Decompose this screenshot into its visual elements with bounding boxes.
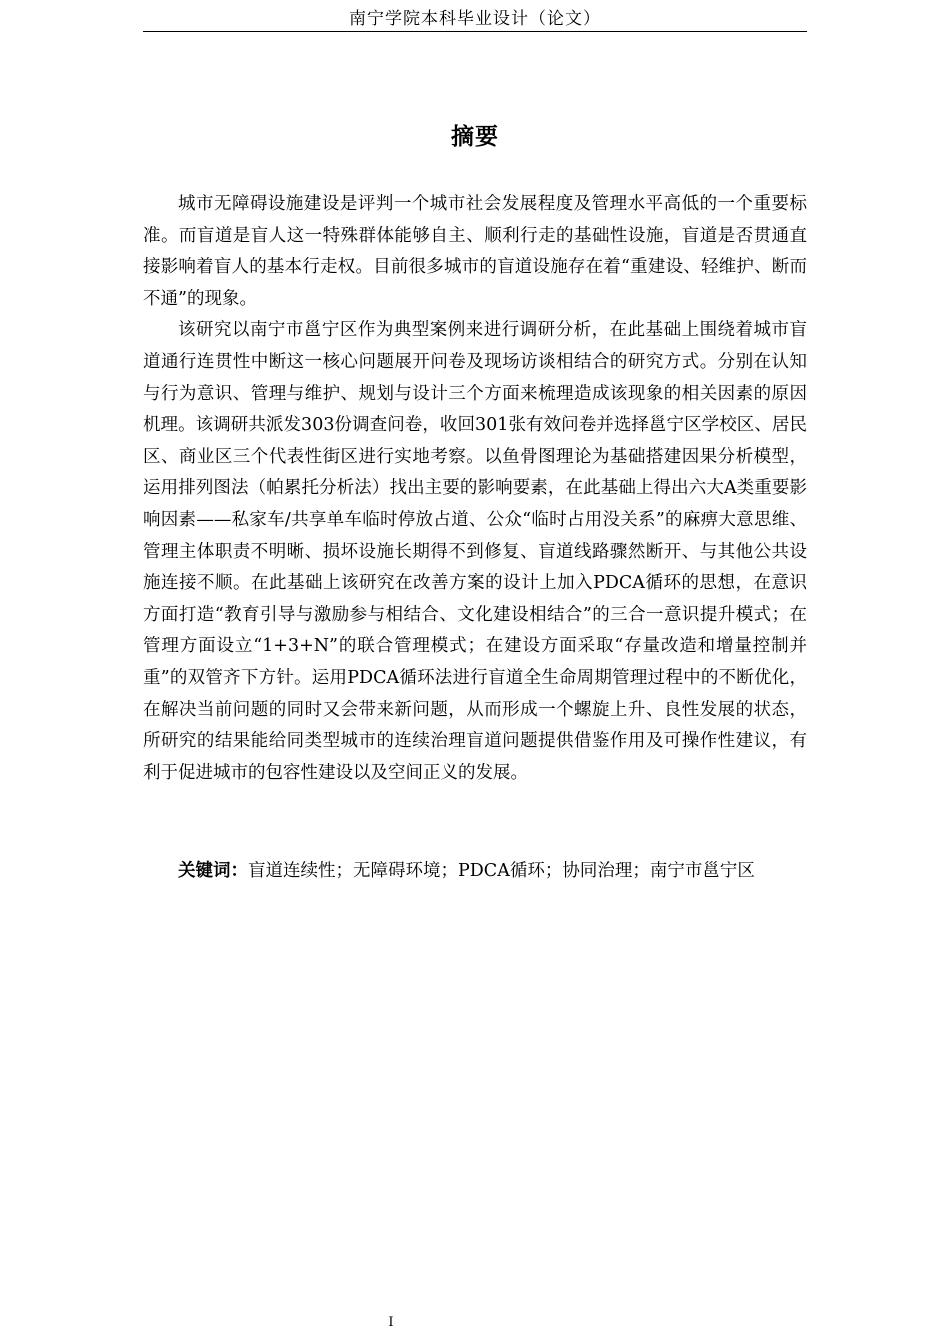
page-header: 南宁学院本科毕业设计（论文）	[349, 9, 601, 29]
abstract-paragraph-2: 该研究以南宁市邕宁区作为典型案例来进行调研分析，在此基础上围绕着城市盲道通行连贯性中断这一核心问题展开问卷及现场访谈相结合的研究方式。分别在认知与行为意识、管理与维护、规划与设计三个方面来梳理造成该现象的相关因素的原因机理。该调研共派发303份调查问卷，收回301张有效问卷并选择邕宁区学校区、居民区、商业区三个代表性街区进行实地考察。以鱼骨图理论为基础搭建因果分析模型，运用排列图法（帕累托分析法）找出主要的影响要素，在此基础上得出六大A类重要影响因素——私家车/共享单车临时停放占道、公众“临时占用没关系”的麻痹大意思维、管理主体职责不明晰、损坏设施长期得不到修复、盲道线路骤然断开、与其他公共设施连接不顺。在此基础上该研究在改善方案的设计上加入PDCA循环的思想，在意识方面打造“教育引导与激励参与相结合、文化建设相结合”的三合一意识提升模式；在管理方面设立“1+3+N”的联合管理模式；在建设方面采取“存量改造和增量控制并重”的双管齐下方针。运用PDCA循环法进行盲道全生命周期管理过程中的不断优化，在解决当前问题的同时又会带来新问题，从而形成一个螺旋上升、良性发展的状态，所研究的结果能给同类型城市的连续治理盲道问题提供借鉴作用及可操作性建议，有利于促进城市的包容性建设以及空间正义的发展。	[143, 320, 807, 783]
keywords-label: 关键词：	[178, 861, 248, 881]
page-number: I	[388, 1315, 394, 1330]
abstract-body	[143, 189, 807, 789]
keywords-line	[143, 856, 807, 888]
header-divider	[143, 31, 807, 32]
abstract-paragraph-1: 城市无障碍设施建设是评判一个城市社会发展程度及管理水平高低的一个重要标准。而盲道是盲人这一特殊群体能够自主、顺利行走的基础性设施，盲道是否贯通直接影响着盲人的基本行走权。目前很多城市的盲道设施存在着“重建设、轻维护、断而不通”的现象。	[143, 194, 807, 309]
page-title: 摘要	[451, 123, 499, 150]
keywords-text: 盲道连续性；无障碍环境；PDCA循环；协同治理；南宁市邕宁区	[248, 861, 755, 881]
